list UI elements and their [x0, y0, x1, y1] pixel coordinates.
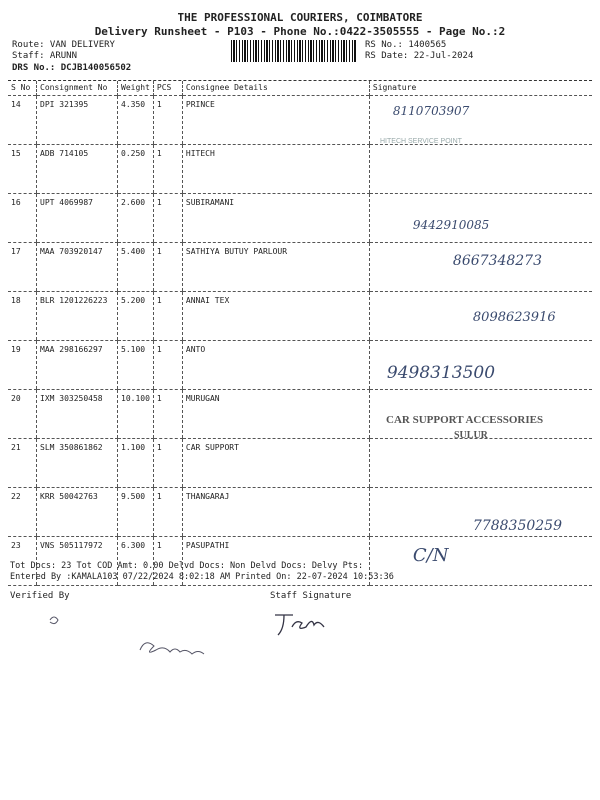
cell-weight: 1.100 [118, 439, 154, 488]
cell-consignment: SLM 350861862 [37, 439, 118, 488]
cell-consignment: DPI 321395 [37, 96, 118, 145]
handwritten-signature: 8098623916 [472, 310, 556, 325]
col-signature: Signature [369, 81, 592, 96]
cell-sno: 14 [8, 96, 37, 145]
cell-signature [369, 439, 592, 488]
car-support-stamp: CAR SUPPORT ACCESSORIES [386, 414, 544, 426]
col-consignee: Consignee Details [182, 81, 369, 96]
cell-weight: 5.100 [118, 341, 154, 390]
table-row [8, 439, 592, 488]
cell-consignment: KRR 50042763 [37, 488, 118, 537]
staff-signature [275, 615, 324, 635]
cell-sno: 19 [8, 341, 37, 390]
route-label: Route: VAN DELIVERY [12, 40, 115, 50]
cell-sno: 23 [8, 537, 37, 586]
hitech-stamp: HITECH SERVICE POINT [380, 138, 462, 145]
cell-weight: 2.600 [118, 194, 154, 243]
cell-consignee: SATHIYA BUTUY PARLOUR [182, 243, 369, 292]
staff-signature-label: Staff Signature [270, 591, 352, 601]
table-row [8, 96, 592, 145]
handwritten-signature: 8110703907 [392, 104, 470, 118]
col-weight: Weight [118, 81, 154, 96]
company-title: THE PROFESSIONAL COURIERS, COIMBATORE [177, 11, 423, 24]
cell-signature [369, 194, 592, 243]
cell-sno: 21 [8, 439, 37, 488]
cell-consignee: PRINCE [182, 96, 369, 145]
runsheet-table [8, 81, 592, 586]
cell-weight: 6.300 [118, 537, 154, 586]
cell-sno: 22 [8, 488, 37, 537]
cell-signature [369, 341, 592, 390]
cell-consignee: MURUGAN [182, 390, 369, 439]
col-consignment: Consignment No [37, 81, 118, 96]
table-row [8, 341, 592, 390]
drs-number: DRS No.: DCJB140056502 [12, 63, 132, 73]
cell-signature [369, 145, 592, 194]
cell-pcs: 1 [153, 439, 182, 488]
cell-sno: 18 [8, 292, 37, 341]
cell-consignee: HITECH [182, 145, 369, 194]
cell-sno: 20 [8, 390, 37, 439]
cell-sno: 17 [8, 243, 37, 292]
cell-signature [369, 488, 592, 537]
cell-pcs: 1 [153, 243, 182, 292]
entered-by-line: Entered By :KAMALA103 07/22/2024 8:02:18 AM Printed On: 22-07-2024 10:53:36 [10, 572, 394, 582]
cell-pcs: 1 [153, 145, 182, 194]
cell-signature [369, 243, 592, 292]
col-sno: S No [11, 83, 31, 92]
footer-signatures [30, 605, 350, 665]
car-support-stamp-location: SULUR [454, 430, 488, 441]
cell-consignment: MAA 298166297 [37, 341, 118, 390]
cell-weight: 9.500 [118, 488, 154, 537]
cell-consignee: CAR SUPPORT [182, 439, 369, 488]
runsheet-subtitle: Delivery Runsheet - P103 - Phone No.:0422-3505555 - Page No.:2 [94, 25, 506, 38]
handwritten-signature: 9498313500 [386, 363, 496, 383]
cell-weight: 5.200 [118, 292, 154, 341]
staff-label: Staff: ARUNN [12, 51, 78, 61]
rs-number: RS No.: 1400565 [365, 40, 447, 50]
barcode [231, 40, 356, 62]
cell-pcs: 1 [153, 96, 182, 145]
cell-consignment: IXM 303250458 [37, 390, 118, 439]
cell-pcs: 1 [153, 390, 182, 439]
table-header-row [8, 81, 592, 96]
cell-sno: 15 [8, 145, 37, 194]
cell-pcs: 1 [153, 488, 182, 537]
col-pcs: PCS [153, 81, 182, 96]
cell-consignment: UPT 4069987 [37, 194, 118, 243]
cell-pcs: 1 [153, 341, 182, 390]
cell-consignee: ANNAI TEX [182, 292, 369, 341]
table-row [8, 292, 592, 341]
table-row [8, 194, 592, 243]
cell-weight: 0.250 [118, 145, 154, 194]
cell-consignee: THANGARAJ [182, 488, 369, 537]
table-row [8, 243, 592, 292]
handwritten-signature: C/N [412, 545, 449, 566]
cell-weight: 5.400 [118, 243, 154, 292]
cell-pcs: 1 [153, 537, 182, 586]
cell-consignee: ANTO [182, 341, 369, 390]
cell-signature [369, 537, 592, 586]
table-row [8, 488, 592, 537]
cell-consignee: SUBIRAMANI [182, 194, 369, 243]
cell-consignee: PASUPATHI [182, 537, 369, 586]
totals-line: Tot Docs: 23 Tot COD Amt: 0.00 Delvd Docs: Non Delvd Docs: Delvy Pts: [10, 561, 364, 571]
handwritten-signature: 8667348273 [452, 253, 542, 269]
rs-date: RS Date: 22-Jul-2024 [365, 51, 474, 61]
table-row [8, 145, 592, 194]
verified-by-label: Verified By [10, 591, 70, 601]
cell-consignment: ADB 714105 [37, 145, 118, 194]
cell-signature [369, 292, 592, 341]
cell-consignment: VNS 505117972 [37, 537, 118, 586]
cell-pcs: 1 [153, 194, 182, 243]
cell-pcs: 1 [153, 292, 182, 341]
cell-consignment: BLR 1201226223 [37, 292, 118, 341]
verified-signature-mark [50, 617, 58, 624]
cell-weight: 4.350 [118, 96, 154, 145]
cell-weight: 10.100 [118, 390, 154, 439]
cell-consignment: MAA 703920147 [37, 243, 118, 292]
handwritten-signature: 9442910085 [412, 218, 490, 232]
verified-signature [140, 643, 204, 654]
cell-sno: 16 [8, 194, 37, 243]
handwritten-signature: 7788350259 [472, 518, 562, 534]
